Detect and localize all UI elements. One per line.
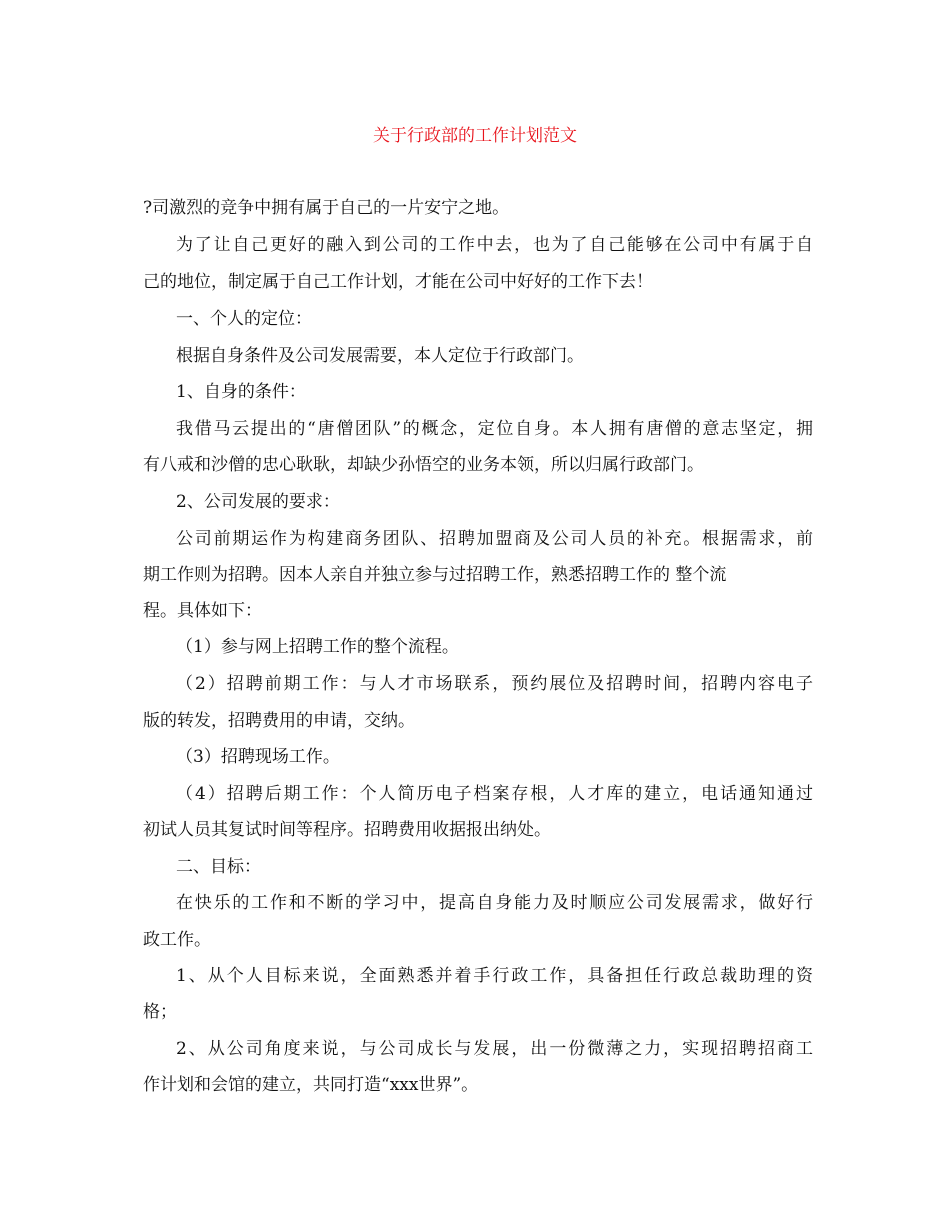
paragraph-line: ?司激烈的竞争中拥有属于自己的一片安宁之地。 — [143, 198, 510, 218]
paragraph-line: 在快乐的工作和不断的学习中，提高自身能力及时顺应公司发展需求，做好行 — [176, 893, 813, 913]
paragraph-line: 2、从公司角度来说，与公司成长与发展，出一份微薄之力，实现招聘招商工 — [176, 1039, 813, 1059]
paragraph-line: 政工作。 — [143, 930, 211, 950]
paragraph-line: 有八戒和沙僧的忠心耿耿，却缺少孙悟空的业务本领，所以归属行政部门。 — [143, 455, 704, 475]
document-title: 关于行政部的工作计划范文 — [373, 126, 577, 146]
section-heading: 一、个人的定位： — [176, 309, 312, 329]
paragraph-line: 1、从个人目标来说，全面熟悉并着手行政工作，具备担任行政总裁助理的资 — [176, 966, 813, 986]
paragraph-line: 为了让自己更好的融入到公司的工作中去，也为了自己能够在公司中有属于自 — [176, 235, 813, 255]
list-item: （2）招聘前期工作：与人才市场联系，预约展位及招聘时间，招聘内容电子 — [176, 674, 813, 694]
subsection-heading: 2、公司发展的要求： — [176, 492, 340, 512]
subsection-heading: 1、自身的条件： — [176, 382, 306, 402]
paragraph-line: 根据自身条件及公司发展需要，本人定位于行政部门。 — [176, 346, 584, 366]
section-heading: 二、目标： — [176, 857, 261, 877]
paragraph-line: 己的地位，制定属于自己工作计划，才能在公司中好好的工作下去！ — [143, 272, 653, 292]
list-item: （1）参与网上招聘工作的整个流程。 — [176, 637, 459, 657]
paragraph-line: 作计划和会馆的建立，共同打造“xxx世界”。 — [143, 1075, 479, 1095]
paragraph-line: 期工作则为招聘。因本人亲自并独立参与过招聘工作，熟悉招聘工作的 整个流 — [143, 565, 727, 585]
paragraph-line: 初试人员其复试时间等程序。招聘费用收据报出纳处。 — [143, 820, 551, 840]
paragraph-line: 我借马云提出的“唐僧团队”的概念，定位自身。本人拥有唐僧的意志坚定，拥 — [176, 419, 813, 439]
list-item: （4）招聘后期工作：个人简历电子档案存根，人才库的建立，电话通知通过 — [176, 784, 813, 804]
paragraph-line: 版的转发，招聘费用的申请，交纳。 — [143, 711, 415, 731]
paragraph-line: 程。具体如下： — [143, 601, 262, 621]
list-item: （3）招聘现场工作。 — [176, 747, 340, 767]
paragraph-line: 格； — [143, 1002, 177, 1022]
paragraph-line: 公司前期运作为构建商务团队、招聘加盟商及公司人员的补充。根据需求，前 — [176, 529, 813, 549]
